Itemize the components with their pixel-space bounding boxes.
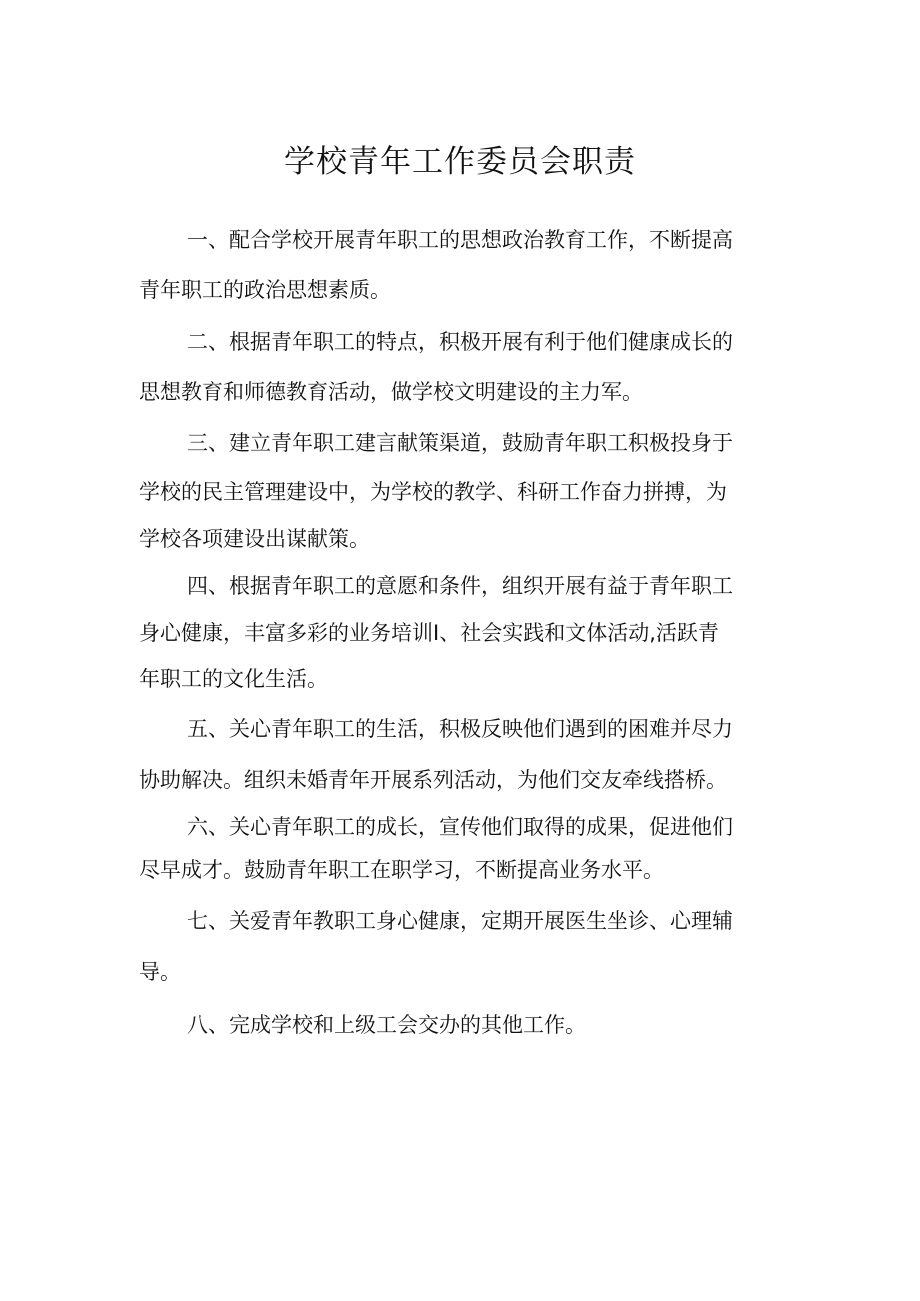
clause-7-line-2: 导。 [139, 960, 181, 984]
clause-8-line-1: 八、完成学校和上级工会交办的其他工作。 [187, 1013, 586, 1037]
clause-1-line-1: 一、配合学校开展青年职工的思想政治教育工作，不断提高 [187, 228, 733, 252]
clause-3-line-1: 三、建立青年职工建言献策渠道，鼓励青年职工积极投身于 [187, 431, 733, 455]
clause-5-line-1: 五、关心青年职工的生活，积极反映他们遇到的困难并尽力 [187, 717, 733, 741]
clause-4-line-1: 四、根据青年职工的意愿和条件，组织开展有益于青年职工 [187, 574, 733, 598]
clause-2-line-2: 思想教育和师德教育活动，做学校文明建设的主力军。 [139, 380, 643, 404]
clause-1-line-2: 青年职工的政治思想素质。 [139, 278, 391, 302]
clause-7-line-1: 七、关爱青年教职工身心健康，定期开展医生坐诊、心理辅 [187, 909, 733, 933]
clause-3-line-3: 学校各项建设出谋献策。 [139, 527, 370, 551]
clause-3-line-2: 学校的民主管理建设中，为学校的教学、科研工作奋力拼搏，为 [139, 480, 727, 504]
clause-4-line-3: 年职工的文化生活。 [139, 667, 328, 691]
clause-6-line-1: 六、关心青年职工的成长，宣传他们取得的成果，促进他们 [187, 815, 733, 839]
clause-6-line-2: 尽早成才。鼓励青年职工在职学习，不断提高业务水平。 [139, 858, 664, 882]
document-title: 学校青年工作委员会职责 [284, 144, 636, 180]
clause-4-line-2: 身心健康，丰富多彩的业务培训Ⅰ、社会实践和文体活动,活跃青 [139, 621, 719, 645]
clause-5-line-2: 协助解决。组织未婚青年开展系列活动，为他们交友牵线搭桥。 [139, 768, 727, 792]
clause-2-line-1: 二、根据青年职工的特点，积极开展有利于他们健康成长的 [187, 330, 733, 354]
